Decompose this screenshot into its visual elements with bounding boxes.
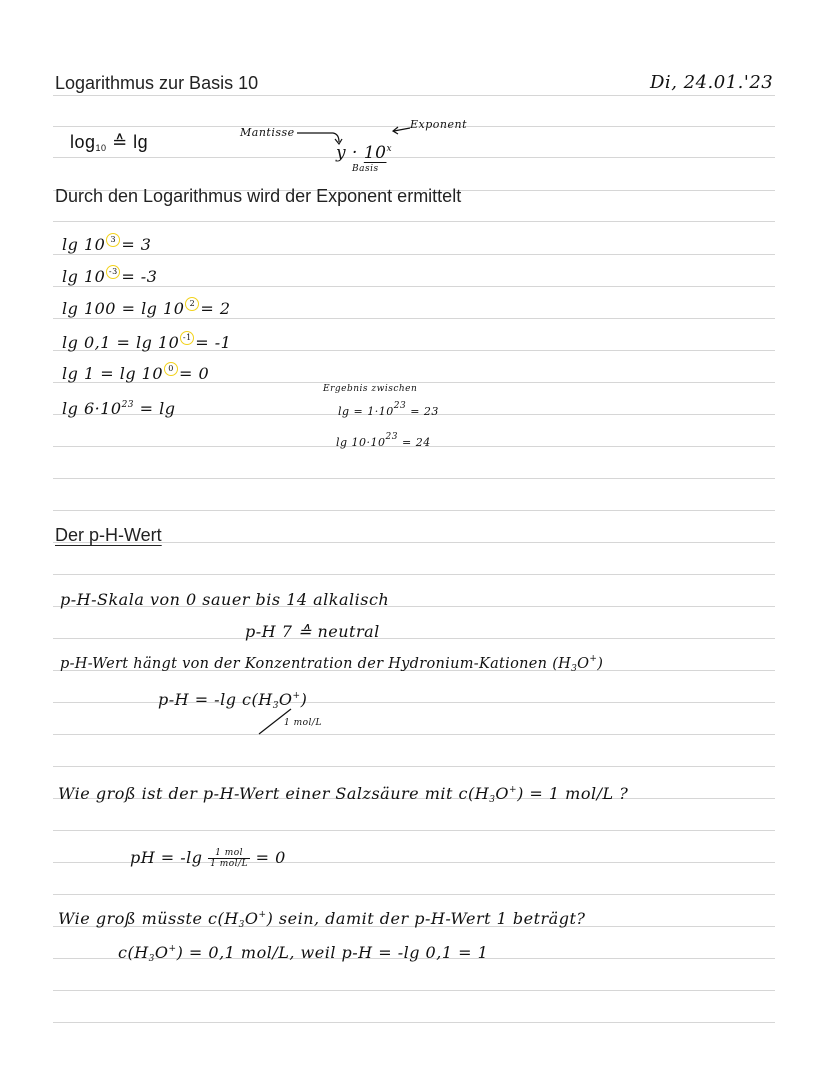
ruled-line [53, 894, 775, 895]
ruled-line [53, 318, 775, 319]
result-note-label: Ergebnis zwischen [323, 384, 418, 394]
example-row: lg 100 = lg 10 2 = 2 [62, 299, 231, 318]
ruled-line [53, 734, 775, 735]
ruled-line [53, 286, 775, 287]
example-row: lg 0,1 = lg 10 -1 = -1 [62, 333, 232, 352]
question-1: Wie groß ist der p-H-Wert einer Salzsäure mit $c(H_3O^+) = 1$ mol/L ? [58, 784, 629, 805]
ph-scale-line: p-H-Skala von 0 sauer bis 14 alkalisch [60, 590, 390, 609]
ruled-line [53, 221, 775, 222]
unit-fraction: $\frac{\text{1 mol}}{\text{1 mol/L}}$ [210, 848, 249, 869]
highlight-circle: -1 [180, 331, 194, 345]
example-row: $\lg 6\cdot 10^{23} = \lg$ [62, 399, 176, 418]
power-expression: y · 10$^x$ [336, 143, 393, 163]
mantisse-label: Mantisse [240, 126, 295, 139]
ph-dependency-line: p-H-Wert hängt von der Konzentration der Hydronium-Kationen $(H_3O^+)$ [60, 654, 604, 674]
question-1-answer: pH = -lg $\frac{\text{1 mol}}{\text{1 mol/L}}$ = 0 [130, 848, 286, 869]
ruled-line [53, 95, 775, 96]
question-2-answer: $c(H_3O^+) = 0,1$ mol/L, weil p-H = -lg 0,1 = 1 [118, 943, 489, 964]
section-heading: Der p-H-Wert [55, 525, 162, 545]
ruled-line [53, 478, 775, 479]
highlight-circle: 3 [106, 233, 120, 247]
basis-label: Basis [352, 164, 379, 174]
ph-formula: p-H = -lg $c(H_3O^+)$ [158, 690, 308, 711]
result-note-line: $\lg 10\cdot 10^{23} = 24$ [336, 432, 431, 449]
ruled-line [53, 510, 775, 511]
log10-definition: $\log_{10}$ ≙ lg [70, 132, 149, 153]
example-row: lg 10 -3 = -3 [62, 267, 158, 286]
ruled-line [53, 574, 775, 575]
ruled-line [53, 766, 775, 767]
ruled-line [53, 638, 775, 639]
date-label: Di, 24.01.'23 [650, 72, 774, 93]
example-row: lg 1 = lg 10 0 = 0 [62, 364, 210, 383]
question-2: Wie groß müsste $c(H_3O^+)$ sein, damit der p-H-Wert 1 beträgt? [58, 909, 586, 930]
highlight-circle: -3 [106, 265, 120, 279]
result-note-line: $\lg = 1\cdot 10^{23} = 23$ [338, 401, 439, 418]
ruled-line [53, 990, 775, 991]
ruled-line [53, 830, 775, 831]
ruled-line [53, 1022, 775, 1023]
highlight-circle: 0 [164, 362, 178, 376]
formula-unit: 1 mol/L [284, 718, 322, 728]
intro-text: Durch den Logarithmus wird der Exponent ermittelt [55, 186, 462, 206]
exponent-arrow [390, 122, 412, 136]
ruled-line [53, 157, 775, 158]
highlight-circle: 2 [185, 297, 199, 311]
exponent-label: Exponent [410, 118, 467, 131]
example-row: lg 10 3 = 3 [62, 235, 152, 254]
ph-neutral-line: p-H 7 ≙ neutral [245, 622, 380, 641]
page-title: Logarithmus zur Basis 10 [55, 73, 259, 93]
ruled-line [53, 254, 775, 255]
